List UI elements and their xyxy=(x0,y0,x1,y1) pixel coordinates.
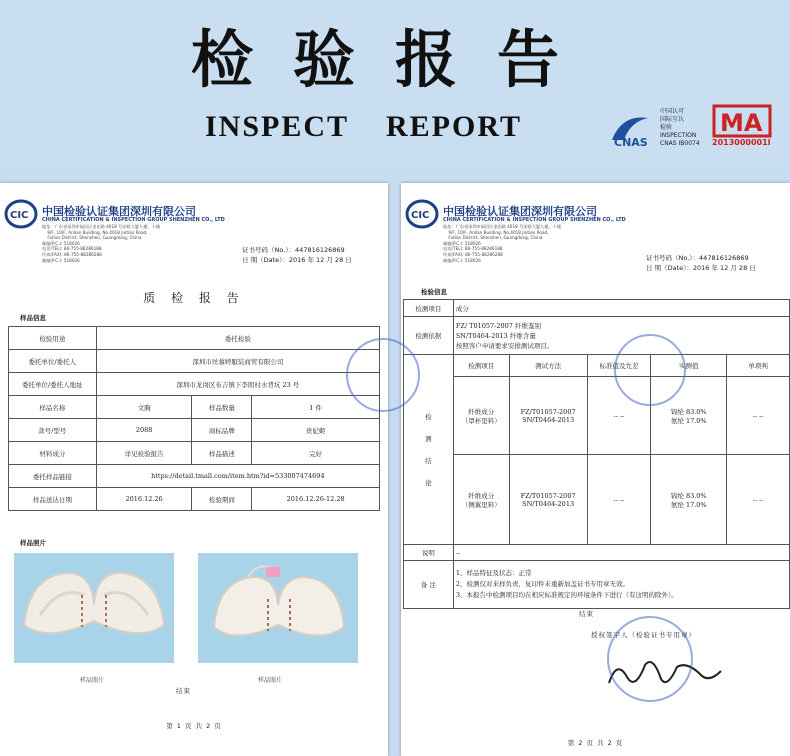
cell-label: 样品数量 xyxy=(192,396,252,419)
column-header: 测试方法 xyxy=(509,355,587,377)
cell-value: 2016.12.26 xyxy=(96,488,192,511)
table-row xyxy=(9,350,380,373)
table-row xyxy=(9,419,380,442)
cell-label: 委托样品链接 xyxy=(9,465,97,488)
table-row xyxy=(404,377,790,455)
report-page-2 xyxy=(401,183,790,756)
inspection-stamp-icon xyxy=(607,616,693,702)
cell-value: 深圳市龙岗区布吉镇下李朗村水背坑 23 号 xyxy=(96,373,379,396)
cell-label: 样品名称 xyxy=(9,396,97,419)
cell-value: 文胸 xyxy=(96,396,192,419)
cnas-line: 中国认可 xyxy=(660,108,685,115)
inspection-stamp-icon xyxy=(346,338,420,412)
sample-info-table xyxy=(8,326,380,511)
certificate-info xyxy=(242,245,352,265)
sample-photo-1 xyxy=(14,553,174,663)
cell-value: 成分 xyxy=(453,300,789,317)
cell-value: 贵妃姬 xyxy=(252,419,380,442)
cert-no-label: 证书号码（No.）： xyxy=(646,254,700,262)
page-number: 第 1 页 共 2 页 xyxy=(166,722,222,730)
table-row xyxy=(404,300,790,317)
item-line: 纤维成分 xyxy=(468,407,495,416)
cell-label: 检验期间 xyxy=(192,488,252,511)
basis-line: SN/T0464-2013 纤维含量 xyxy=(455,331,536,340)
result-judge: -- -- xyxy=(727,455,790,545)
cert-no-value: 447816126869 xyxy=(699,254,749,262)
remark-line: 1、样品特征及状态：正常 xyxy=(455,569,532,577)
cell-label: 委托单位/委托人 xyxy=(9,350,97,373)
table-row xyxy=(9,465,380,488)
value-line: 氨纶 17.0% xyxy=(670,500,707,509)
photo-caption-2: 样品照片 xyxy=(258,677,283,684)
result-method xyxy=(509,377,587,455)
company-name-en: CHINA CERTIFICATION & INSPECTION GROUP SHENZHEN CO., LTD xyxy=(42,217,225,223)
sample-photo-2 xyxy=(198,553,358,663)
report-page-1 xyxy=(0,183,388,756)
company-name: 中国检验认证集团深圳有限公司 xyxy=(42,205,196,218)
bra-photo-icon xyxy=(208,563,350,655)
remarks-cell xyxy=(453,561,789,609)
cell-label: 样品描述 xyxy=(192,442,252,465)
result-method xyxy=(509,455,587,545)
value-line: 氨纶 17.0% xyxy=(670,416,707,425)
cell-label: 检测依据 xyxy=(404,317,454,355)
test-result-table xyxy=(403,299,790,609)
column-header: 标准值及允差 xyxy=(587,355,651,377)
end-marker: 结束 xyxy=(176,687,191,695)
side-char: 论 xyxy=(425,478,432,487)
cnas-line: 检验 xyxy=(660,124,673,131)
cell-label: 商标品牌 xyxy=(192,419,252,442)
cell-label: 委托单位/委托人地址 xyxy=(9,373,97,396)
table-row xyxy=(9,327,380,350)
side-char: 测 xyxy=(425,434,432,443)
cell-label: 样品送达日期 xyxy=(9,488,97,511)
cell-value: 完好 xyxy=(252,442,380,465)
svg-text:MA: MA xyxy=(720,109,763,137)
result-std: -- -- xyxy=(587,455,651,545)
sample-info-label: 样品信息 xyxy=(20,314,46,322)
cell-value: 委托检验 xyxy=(96,327,379,350)
side-char: 结 xyxy=(425,456,432,465)
result-item xyxy=(453,377,509,455)
cert-date-value: 2016 年 12 月 28 日 xyxy=(288,256,352,264)
cma-number: 2013000001I xyxy=(712,138,771,147)
column-header: 实测值 xyxy=(651,355,727,377)
cert-no-value: 447816126869 xyxy=(295,246,345,254)
value-line: 锦纶 83.0% xyxy=(670,491,707,500)
cell-label: 材料成分 xyxy=(9,442,97,465)
company-name: 中国检验认证集团深圳有限公司 xyxy=(443,205,597,218)
photo-caption-1: 样品照片 xyxy=(80,677,105,684)
remark-line: 2、检测仅对来样负责，复印件未重新加盖证书专用章无效。 xyxy=(455,580,629,588)
cnas-line: INSPECTION xyxy=(660,132,697,139)
company-name-en: CHINA CERTIFICATION & INSPECTION GROUP SHENZHEN CO., LTD xyxy=(443,217,626,223)
cell-value: 2088 xyxy=(96,419,192,442)
page-title: 质 检 报 告 xyxy=(143,291,245,305)
cell-value: 详见检验报告 xyxy=(96,442,192,465)
side-char: 检 xyxy=(425,412,432,421)
report-title: 检验报告 xyxy=(190,23,599,96)
cell-label: 检验用途 xyxy=(9,327,97,350)
test-info-label: 检验信息 xyxy=(421,288,447,296)
company-address: 地址：广东省深圳市福田区金田路 4018 号安联大厦九楼、十楼 9/F, 10/F, Anlian Building, No.4018 Jintian Road, Futian District, Shenzhen, Guangdong, China 邮编(P.C.): 518026 电话(TEL): 86-755-88286188 传真(FAX): 86-755-88286288 邮编(P.C.): 518026 xyxy=(42,224,161,263)
cell-value: 1 件 xyxy=(252,396,380,419)
cnas-logo-icon xyxy=(608,110,656,150)
company-address: 地址：广东省深圳市福田区金田路 4018 号安联大厦九楼、十楼 9/F, 10/F, Anlian Building, No.4018 Jintian Road, Futian District, Shenzhen, Guangdong, China 邮编(P.C.): 518026 电话(TEL): 86-755-88286188 传真(FAX): 86-755-88286288 邮编(P.C.): 518026 xyxy=(443,224,562,263)
inspection-stamp-icon xyxy=(614,334,686,406)
cell-value: -- xyxy=(453,545,789,561)
sample-link: https://detail.tmall.com/item.htm?id=533007474694 xyxy=(96,465,379,488)
column-header: 检测项目 xyxy=(453,355,509,377)
certificate-info xyxy=(646,253,756,273)
cic-logo-icon xyxy=(405,199,439,229)
table-row xyxy=(404,545,790,561)
cnas-line: 国际互认 xyxy=(660,116,685,123)
basis-line: 按照客户申请要求安排测试项目。 xyxy=(455,341,554,350)
cert-date-value: 2016 年 12 月 28 日 xyxy=(692,264,756,272)
item-line: （侧翼里料） xyxy=(461,500,501,509)
method-line: SN/T0464-2013 xyxy=(522,415,575,424)
table-header-row xyxy=(404,355,790,377)
result-std: -- -- xyxy=(587,377,651,455)
table-row xyxy=(9,442,380,465)
cnas-line: CNAS IB0074 xyxy=(660,140,700,147)
cell-label: 款号/型号 xyxy=(9,419,97,442)
method-line: FZ/T01057-2007 xyxy=(520,491,576,500)
table-row xyxy=(404,561,790,609)
item-line: （罩杯里料） xyxy=(461,416,501,425)
sample-photo-label: 样品照片 xyxy=(20,539,46,547)
cic-logo-icon xyxy=(4,199,38,229)
cell-label: 说明 xyxy=(404,545,454,561)
table-row xyxy=(9,488,380,511)
cell-label: 检测项目 xyxy=(404,300,454,317)
method-line: SN/T0464-2013 xyxy=(522,499,575,508)
end-marker: 结束 xyxy=(579,610,594,618)
basis-line: FZ/ T01057-2007 纤维鉴别 xyxy=(455,321,541,330)
result-item xyxy=(453,455,509,545)
cert-date-label: 日 期（Date）： xyxy=(242,256,289,264)
table-row xyxy=(9,373,380,396)
page-number: 第 2 页 共 2 页 xyxy=(567,739,624,747)
cell-label: 备 注 xyxy=(404,561,454,609)
report-subtitle: INSPECT REPORT xyxy=(205,110,522,143)
value-line: 锦纶 83.0% xyxy=(670,407,707,416)
method-line: FZ/T01057-2007 xyxy=(520,407,576,416)
header-banner xyxy=(0,0,790,170)
svg-text:CIC: CIC xyxy=(10,210,29,221)
cnas-text xyxy=(660,108,700,148)
svg-text:CIC: CIC xyxy=(411,210,430,221)
table-row xyxy=(404,455,790,545)
result-value xyxy=(651,455,727,545)
cert-no-label: 证书号码（No.）： xyxy=(242,246,296,254)
svg-text:CNAS: CNAS xyxy=(614,136,648,149)
column-header: 单项判 xyxy=(727,355,790,377)
remark-line: 3、本报告中检测项目均在相应标准规定的环境条件下进行（有这明的除外）。 xyxy=(455,591,678,599)
table-row xyxy=(9,396,380,419)
item-line: 纤维成分 xyxy=(468,491,495,500)
cert-date-label: 日 期（Date）： xyxy=(646,264,693,272)
bra-photo-icon xyxy=(20,565,168,651)
cell-value: 深圳市丝慕婷服装商贸有限公司 xyxy=(96,350,379,373)
table-row xyxy=(404,317,790,355)
signer-label: 授权签字人（检验证书专用章） xyxy=(591,631,696,639)
cell-value: 2016.12.26-12.28 xyxy=(252,488,380,511)
result-judge: -- -- xyxy=(727,377,790,455)
